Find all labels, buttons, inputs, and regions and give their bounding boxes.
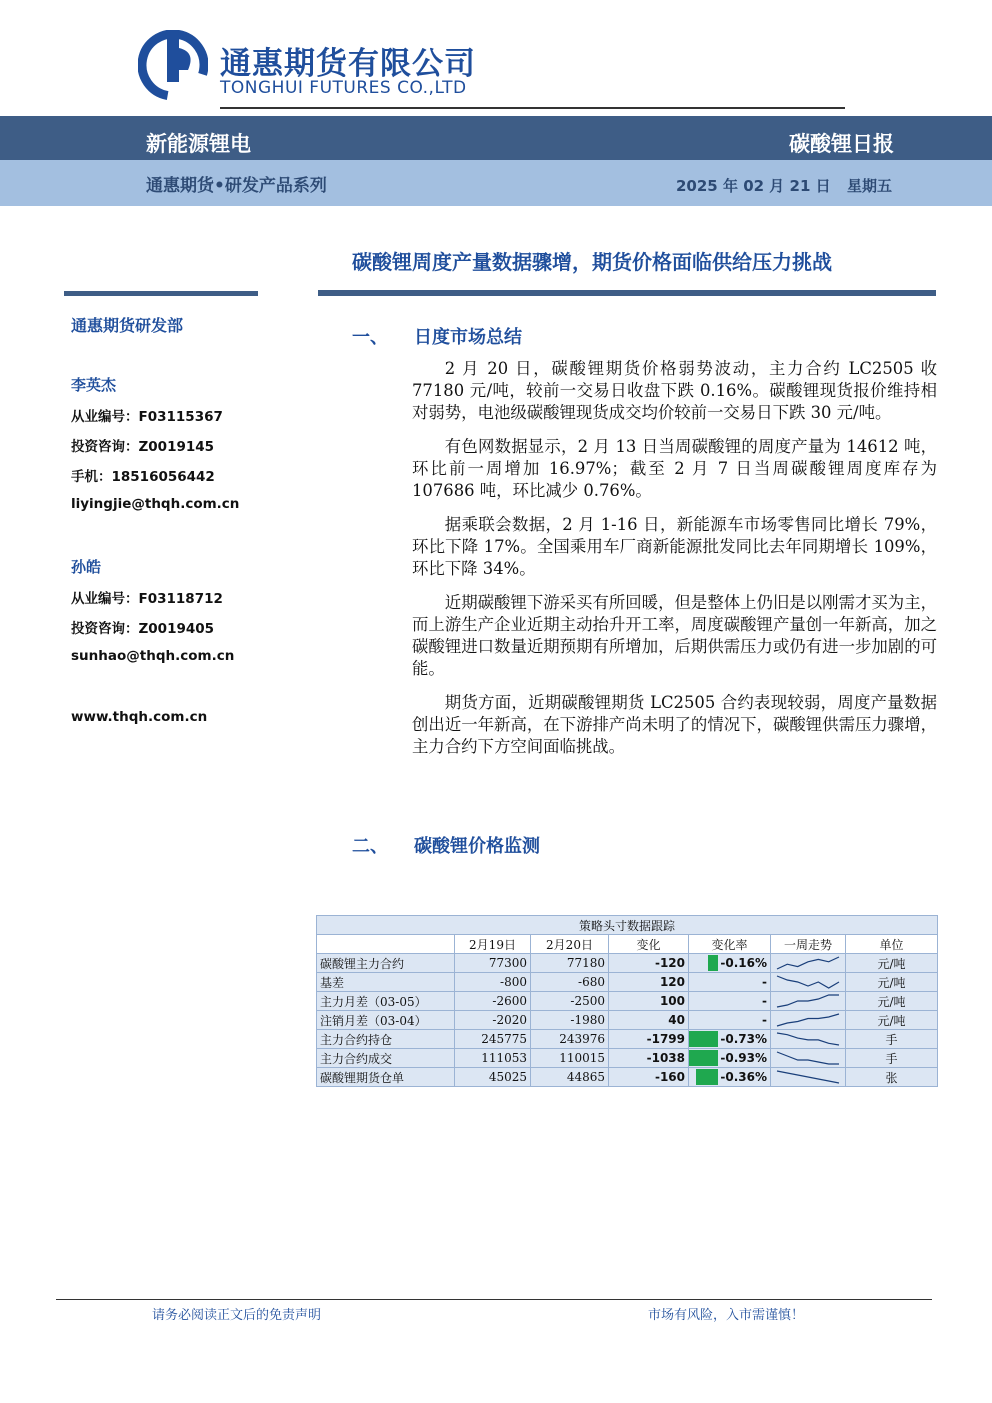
row-unit: 元/吨 [846,973,938,992]
value-change: -1038 [609,1049,689,1068]
table-row [317,954,938,973]
weekly-trend-sparkline [771,992,845,1010]
value-change: -120 [609,954,689,973]
page-title: 碳酸锂周度产量数据骤增，期货价格面临供给压力挑战 [352,250,832,274]
table-row [317,992,938,1011]
column-header: 一周走势 [771,935,846,954]
headline-rule [318,290,936,296]
change-rate [689,954,771,973]
weekly-trend [771,973,846,992]
change-rate [689,992,771,1011]
paragraph: 期货方面，近期碳酸锂期货 LC2505 合约表现较弱，周度产量数据创出近一年新高，在下游排产尚未明了的情况下，碳酸锂供需压力骤增，主力合约下方空间面临挑战。 [412,693,937,756]
sparkline-line [777,976,839,988]
change-rate [689,1068,771,1087]
report-weekday: 星期五 [847,177,893,195]
value-change: -1799 [609,1030,689,1049]
phone-label: 手机： [71,469,112,485]
footer-disclaimer[interactable]: 请务必阅读正文后的免责声明 [152,1308,322,1323]
market-summary [412,358,937,770]
sparkline-line [777,957,839,969]
value-feb19: 77300 [455,954,531,973]
change-rate [689,973,771,992]
paragraph: 2 月 20 日，碳酸锂期货价格弱势波动，主力合约 LC2505 收 77180 元/吨，较前一交易日收盘下跌 0.16%。碳酸锂现货报价维持相对弱势，电池级碳酸锂现货成交均价较前一交易日下跌 30 元/吨。 [412,359,937,422]
weekly-trend-sparkline [771,1049,845,1067]
weekly-trend [771,992,846,1011]
weekly-trend [771,1011,846,1030]
consult-label: 投资咨询： [71,621,139,637]
value-feb20: -1980 [531,1011,609,1030]
column-header: 变化率 [689,935,771,954]
sparkline-line [777,1071,839,1083]
sidebar-rule [64,291,258,296]
paragraph: 据乘联会数据，2 月 1-16 日，新能源车市场零售同比增长 79%，环比下降 17%。全国乘用车厂商新能源批发同比去年同期增长 109%，环比下降 34%。 [412,515,937,578]
value-feb20: -680 [531,973,609,992]
section-title: 碳酸锂价格监测 [414,836,540,857]
report-type-label: 碳酸锂日报 [789,132,894,156]
change-rate-bar [689,1031,719,1047]
row-unit: 手 [846,1049,938,1068]
row-name: 碳酸锂主力合约 [317,954,455,973]
row-unit: 张 [846,1068,938,1087]
column-header: 2月19日 [455,935,531,954]
analyst-email[interactable]: sunhao@thqh.com.cn [71,648,235,664]
value-feb19: 45025 [455,1068,531,1087]
category-label: 新能源锂电 [146,132,251,156]
weekly-trend-sparkline [771,954,845,972]
weekly-trend-sparkline [771,973,845,991]
phone-value: 18516056442 [111,469,215,485]
value-feb19: -2020 [455,1011,531,1030]
consult-label: 投资咨询： [71,439,139,455]
license-value: F03118712 [138,591,223,607]
analyst-phone [71,465,215,485]
analyst-email[interactable]: liyingjie@thqh.com.cn [71,496,240,512]
sidebar-dept: 通惠期货研发部 [71,316,184,335]
row-unit: 手 [846,1030,938,1049]
consult-value: Z0019145 [138,439,215,455]
footer-divider [56,1299,932,1300]
change-rate-bar [696,1069,719,1085]
company-name-cn: 通惠期货有限公司 [220,46,476,82]
table-row [317,973,938,992]
row-name: 主力合约持仓 [317,1030,455,1049]
value-feb19: 111053 [455,1049,531,1068]
row-name: 注销月差（03-04） [317,1011,455,1030]
section-number: 一、 [352,327,388,348]
value-change: 100 [609,992,689,1011]
change-rate-value: - [762,994,767,1008]
value-feb20: 243976 [531,1030,609,1049]
column-header: 2月20日 [531,935,609,954]
row-name: 主力月差（03-05） [317,992,455,1011]
analyst-consult [71,617,214,637]
value-feb20: 44865 [531,1068,609,1087]
license-label: 从业编号： [71,409,139,425]
table-row [317,1049,938,1068]
row-name: 基差 [317,973,455,992]
value-feb20: -2500 [531,992,609,1011]
row-unit: 元/吨 [846,1011,938,1030]
change-rate-value: -0.73% [720,1032,767,1046]
value-change: -160 [609,1068,689,1087]
row-unit: 元/吨 [846,954,938,973]
logo-divider [220,107,845,109]
section-title: 日度市场总结 [414,327,522,348]
report-date: 2025 年 02 月 21 日 [676,177,831,195]
series-label: 通惠期货•研发产品系列 [146,176,327,196]
analyst-name: 孙皓 [71,558,102,576]
company-logo-icon [138,30,208,100]
change-rate [689,1030,771,1049]
license-value: F03115367 [138,409,223,425]
footer-risk-notice: 市场有风险，入市需谨慎！ [648,1308,805,1323]
change-rate-value: -0.93% [720,1051,767,1065]
change-rate-value: - [762,1013,767,1027]
column-header: 单位 [846,935,938,954]
value-feb19: 245775 [455,1030,531,1049]
table-caption: 策略头寸数据跟踪 [317,916,938,935]
change-rate-bar [708,955,718,971]
value-feb20: 77180 [531,954,609,973]
consult-value: Z0019405 [138,621,215,637]
company-name-en: TONGHUI FUTURES CO.,LTD [220,78,467,98]
sparkline-line [777,1033,839,1045]
value-change: 120 [609,973,689,992]
weekly-trend [771,1049,846,1068]
row-name: 主力合约成交 [317,1049,455,1068]
change-rate-value: - [762,975,767,989]
sparkline-line [777,1052,839,1064]
website-link[interactable]: www.thqh.com.cn [71,709,208,725]
analyst-license [71,587,223,607]
change-rate-bar [689,1050,719,1066]
change-rate [689,1011,771,1030]
paragraph: 有色网数据显示，2 月 13 日当周碳酸锂的周度产量为 14612 吨，环比前一周增加 16.97%；截至 2 月 7 日当周碳酸锂周度库存为 107686 吨，环比减少 0.76%。 [412,437,937,500]
license-label: 从业编号： [71,591,139,607]
table-row [317,1068,938,1087]
row-name: 碳酸锂期货仓单 [317,1068,455,1087]
row-unit: 元/吨 [846,992,938,1011]
column-header: 变化 [609,935,689,954]
value-feb19: -2600 [455,992,531,1011]
change-rate-value: -0.16% [720,956,767,970]
table-row [317,1011,938,1030]
section-number: 二、 [352,836,388,857]
analyst-license [71,405,223,425]
paragraph: 近期碳酸锂下游采买有所回暖，但是整体上仍旧是以刚需才买为主，而上游生产企业近期主动抬升开工率，周度碳酸锂产量创一年新高，加之碳酸锂进口数量近期预期有所增加，后期供需压力或仍有进一步加剧的可能。 [412,593,937,678]
sparkline-line [777,1014,839,1026]
analyst-consult [71,435,214,455]
weekly-trend [771,1030,846,1049]
value-feb20: 110015 [531,1049,609,1068]
weekly-trend-sparkline [771,1030,845,1048]
change-rate [689,1049,771,1068]
analyst-name: 李英杰 [71,376,117,394]
price-monitor-table [316,915,937,1087]
change-rate-value: -0.36% [720,1070,767,1084]
weekly-trend [771,954,846,973]
value-change: 40 [609,1011,689,1030]
column-header [317,935,455,954]
sparkline-line [777,995,839,1007]
weekly-trend-sparkline [771,1011,845,1029]
table-row [317,1030,938,1049]
value-feb19: -800 [455,973,531,992]
weekly-trend [771,1068,846,1087]
weekly-trend-sparkline [771,1068,845,1086]
